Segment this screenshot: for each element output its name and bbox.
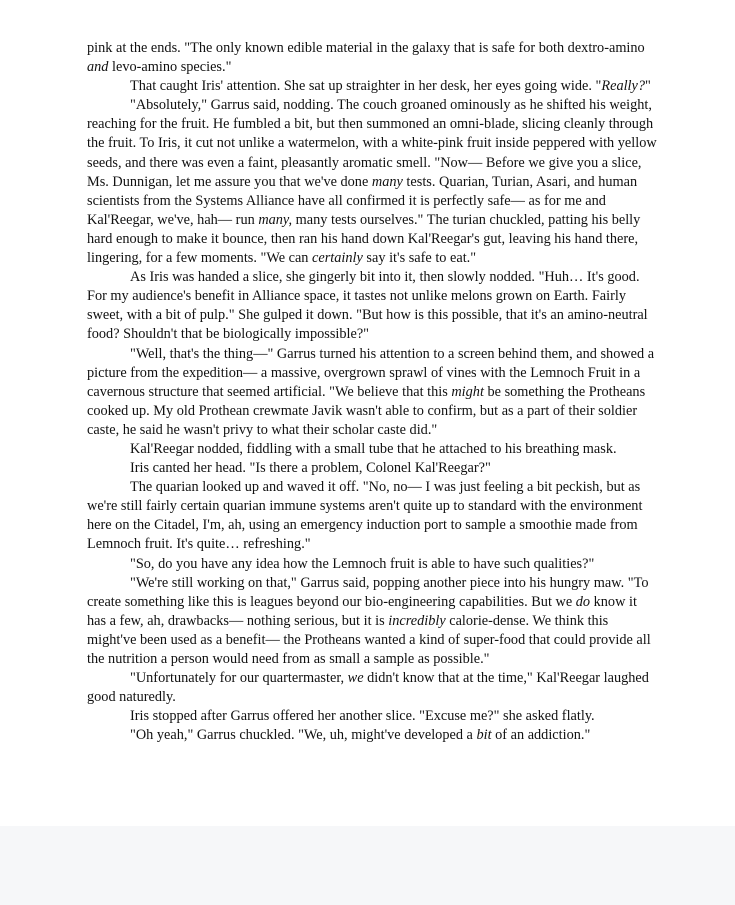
story-text xyxy=(87,39,659,745)
text-run: say it's safe to eat." xyxy=(362,250,477,267)
text-run: know it has a few, ah, drawbacks— nothing serious, but it is xyxy=(87,593,637,629)
paragraph xyxy=(87,459,659,478)
text-run: didn't know that at the time," Kal'Reegar laughed good naturedly. xyxy=(87,670,649,706)
text-run: "So, do you have any idea how the Lemnoch fruit is able to have such qualities?" xyxy=(130,555,595,572)
paragraph xyxy=(87,669,659,707)
text-run: calorie-dense. We think this might've been used as a benefit— the Protheans wanted a kind of super-food that could provide all the nutrition a person would need from as small a sample as possible." xyxy=(87,612,651,667)
emphasis-text: do xyxy=(575,593,591,610)
text-run: The quarian looked up and waved it off. "No, no— I was just feeling a bit peckish, but as we're still fairly certain quarian immune systems aren't quite up to standard with the environment here on the Citadel, I'm, ah, using an emergency induction port to sample a smoothie made from Lemnoch fruit. It's quite… refreshing." xyxy=(87,479,643,553)
text-run: That caught Iris' attention. She sat up straighter in her desk, her eyes going wide. " xyxy=(130,78,602,95)
text-run: Iris stopped after Garrus offered her another slice. "Excuse me?" she asked flatly. xyxy=(130,708,595,725)
text-run: levo-amino species." xyxy=(108,59,232,76)
emphasis-text: bit xyxy=(476,727,492,744)
text-run: "Oh yeah," Garrus chuckled. "We, uh, might've developed a xyxy=(130,727,477,744)
emphasis-text: many xyxy=(371,173,403,190)
text-run: pink at the ends. "The only known edible material in the galaxy that is safe for both dextro-amino xyxy=(87,40,645,56)
text-run: "We're still working on that," Garrus said, popping another piece into his hungry maw. "To create something like this is leagues beyond our bio-engineering capabilities. But we xyxy=(87,574,649,610)
text-run: many tests ourselves." The turian chuckled, patting his belly hard enough to make it bounce, then ran his hand down Kal'Reegar's gut, leaving his hand there, lingering, for a few moments. "We can xyxy=(87,211,641,267)
paragraph xyxy=(87,77,659,96)
page-footer-area xyxy=(0,826,735,905)
paragraph xyxy=(87,574,659,669)
text-run: "Unfortunately for our quartermaster, xyxy=(130,670,348,687)
text-run: "Absolutely," Garrus said, nodding. The couch groaned ominously as he shifted his weight, reaching for the fruit. He fumbled a bit, but then summoned an omni-blade, slicing cleanly through the fruit. To Iris, it cut not unlike a watermelon, with a white-pink fruit inside peppered with yellow seeds, and there was even a faint, pleasantly aromatic smell. "Now— Before we give you a slice, Ms. Dunnigan, let me assure you that we've done xyxy=(87,97,657,190)
text-run: "Well, that's the thing—" Garrus turned his attention to a screen behind them, and showed a picture from the expedition— a massive, overgrown sprawl of vines with the Lemnoch Fruit in a cavernous structure that seemed artificial. "We believe that this xyxy=(87,345,655,400)
paragraph xyxy=(87,707,659,726)
text-run: tests. Quarian, Turian, Asari, and human scientists from the Systems Alliance have all confirmed it is perfectly safe— as for me and Kal'Reegar, we've, hah— run xyxy=(87,173,638,228)
paragraph xyxy=(87,268,659,344)
paragraph xyxy=(87,440,659,459)
paragraph xyxy=(87,555,659,574)
paragraph xyxy=(87,39,659,77)
paragraph xyxy=(87,726,659,745)
text-run: of an addiction." xyxy=(491,727,591,744)
emphasis-text: certainly xyxy=(312,250,363,267)
text-run: Iris canted her head. "Is there a problem, Colonel Kal'Reegar?" xyxy=(130,460,491,477)
emphasis-text: we xyxy=(347,670,364,687)
emphasis-text: incredibly xyxy=(388,612,446,629)
emphasis-text: might xyxy=(451,383,484,400)
text-run: be something the Protheans cooked up. My old Prothean crewmate Javik wasn't able to confirm, but as a part of their soldier caste, he said he wasn't privy to what their scholar caste did." xyxy=(87,383,646,438)
paragraph xyxy=(87,478,659,554)
emphasis-text: Really? xyxy=(601,78,646,95)
text-run: " xyxy=(645,78,651,95)
emphasis-text: and xyxy=(87,59,109,76)
paragraph xyxy=(87,345,659,440)
emphasis-text: many, xyxy=(258,211,293,228)
text-run: Kal'Reegar nodded, fiddling with a small tube that he attached to his breathing mask. xyxy=(130,440,617,457)
paragraph xyxy=(87,96,659,268)
text-run: As Iris was handed a slice, she gingerly bit into it, then slowly nodded. "Huh… It's good. For my audience's benefit in Alliance space, it tastes not unlike melons grown on Earth. Fairly sweet, with a bit of pulp." She gulped it down. "But how is this possible, that it's an amino-neutral food? Shouldn't that be biologically impossible?" xyxy=(87,269,648,343)
